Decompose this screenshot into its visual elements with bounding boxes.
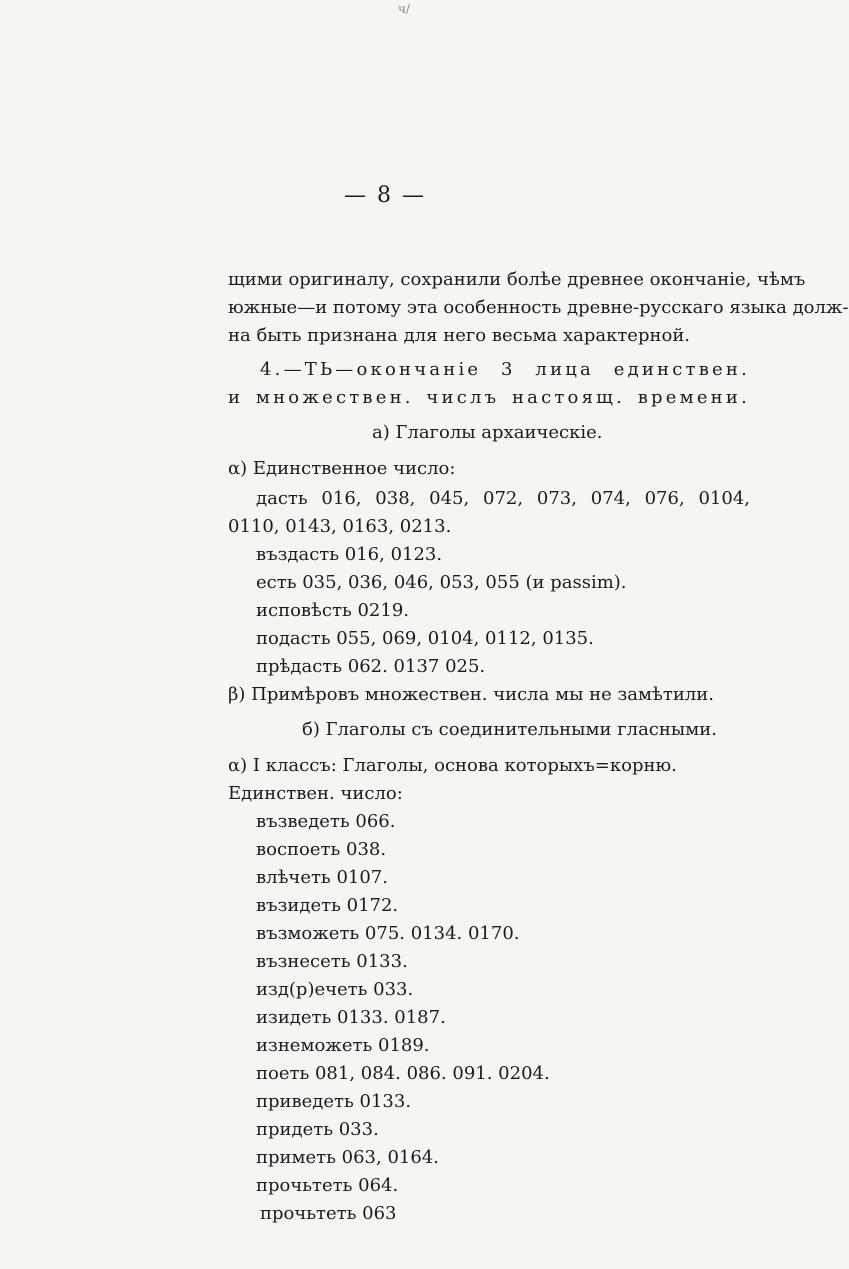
archaic-line: есть 035, 036, 046, 053, 055 (и passim). [256,572,627,593]
verb-line: придеть 033. [256,1119,379,1140]
verb-line: влѣчеть 0107. [256,867,388,888]
verb-line: изидеть 0133. 0187. [256,1007,446,1028]
archaic-line: дасть 016, 038, 045, 072, 073, 074, 076, 0104, [256,488,750,509]
section-heading: 4.—ТЬ—окончаніе 3 лица единствен. [260,359,750,380]
subheading-a: а) Глаголы архаическіе. [372,422,603,443]
archaic-line: подасть 055, 069, 0104, 0112, 0135. [256,628,594,649]
verb-line: изд(р)ечеть 033. [256,979,414,1000]
verb-line: приведеть 0133. [256,1091,412,1112]
verb-line: приметь 063, 0164. [256,1147,439,1168]
beta-note: β) Примѣровъ множествен. числа мы не замѣтили. [228,684,714,705]
verb-line: прочьтеть 064. [256,1175,399,1196]
subheading-b: б) Глаголы съ соединительными гласными. [302,719,717,740]
section-heading: и множествен. числъ настоящ. времени. [228,387,750,408]
singular-label: Единствен. число: [228,783,403,804]
archaic-line: исповѣсть 0219. [256,600,409,621]
verb-line: поеть 081, 084. 086. 091. 0204. [256,1063,550,1084]
intro-line: на быть признана для него весьма характерной. [228,325,691,346]
top-mark: ч/ [398,2,410,16]
page-number: — 8 — [344,183,426,208]
alpha-heading: α) I классъ: Глаголы, основа которыхъ=корню. [228,755,677,776]
verb-line: изнеможеть 0189. [256,1035,430,1056]
archaic-line: прѣдасть 062. 0137 025. [256,656,486,677]
verb-line: възидеть 0172. [256,895,399,916]
verb-line: прочьтеть 063 [260,1203,397,1224]
archaic-line: въздасть 016, 0123. [256,544,443,565]
verb-line: воспоеть 038. [256,839,387,860]
verb-line: възведеть 066. [256,811,396,832]
verb-line: възможеть 075. 0134. 0170. [256,923,520,944]
alpha-heading: α) Единственное число: [228,458,456,479]
intro-line: щими оригиналу, сохранили болѣе древнее окончаніе, чѣмъ [228,269,806,290]
verb-line: възнесеть 0133. [256,951,408,972]
archaic-line: 0110, 0143, 0163, 0213. [228,516,452,537]
intro-line: южные—и потому эта особенность древне-русскаго языка долж- [228,297,849,318]
